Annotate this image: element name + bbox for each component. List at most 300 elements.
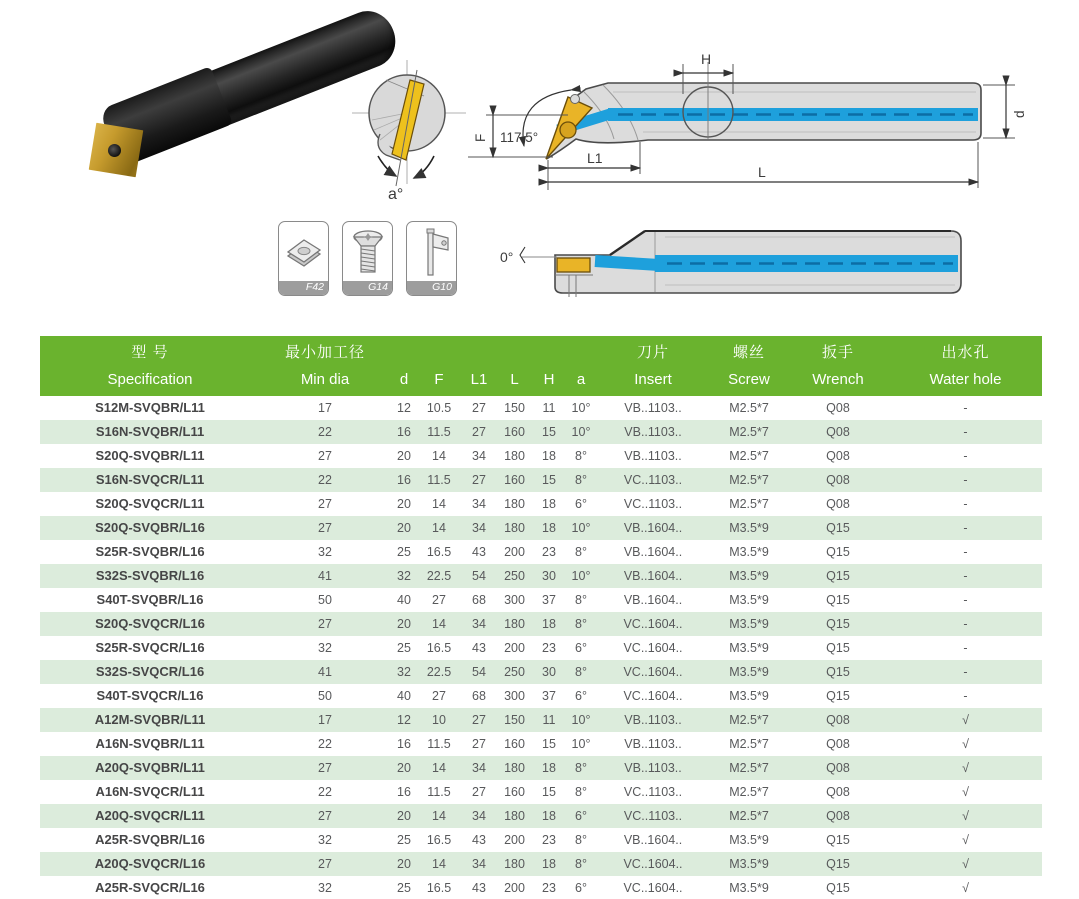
cell-specification: A20Q-SVQCR/L11 xyxy=(95,808,205,823)
wrench-card-label: G10 xyxy=(407,281,456,295)
cell-F: 16.5 xyxy=(426,641,452,655)
cell-F: 10.5 xyxy=(426,401,452,415)
cell-insert: VB..1103.. xyxy=(624,737,682,751)
col-water-hole: 出水孔 Water hole xyxy=(929,344,1002,388)
cell-screw: M2.5*7 xyxy=(729,737,769,751)
cell-L: 160 xyxy=(504,737,525,751)
cell-wrench: Q08 xyxy=(826,713,850,727)
cell-insert: VC..1604.. xyxy=(623,881,683,895)
cell-H: 15 xyxy=(542,737,556,751)
cell-d: 20 xyxy=(397,617,411,631)
F-dim-label: F xyxy=(473,133,488,142)
cell-min-dia: 27 xyxy=(318,497,332,511)
col-specification: 型 号 Specification xyxy=(107,344,193,388)
cell-screw: M3.5*9 xyxy=(729,665,769,679)
cell-min-dia: 32 xyxy=(318,833,332,847)
table-row xyxy=(40,588,1042,612)
cell-F: 14 xyxy=(432,761,446,775)
cell-F: 11.5 xyxy=(427,737,451,751)
cell-wrench: Q15 xyxy=(826,521,850,535)
cell-L1: 34 xyxy=(472,857,486,871)
cell-L: 160 xyxy=(504,473,525,487)
cell-insert: VB..1604.. xyxy=(623,833,683,847)
cell-L: 300 xyxy=(504,689,525,703)
cell-L: 200 xyxy=(504,881,525,895)
cell-insert: VB..1604.. xyxy=(623,569,683,583)
cell-a: 10° xyxy=(571,737,591,751)
table-row xyxy=(40,756,1042,780)
cell-insert: VC..1604.. xyxy=(623,665,683,679)
cell-F: 14 xyxy=(432,809,446,823)
cell-H: 30 xyxy=(542,569,556,583)
table-row xyxy=(40,684,1042,708)
table-row xyxy=(40,468,1042,492)
back-angle-label: 0° xyxy=(500,249,514,265)
cell-L1: 54 xyxy=(472,569,486,583)
cell-water-hole: √ xyxy=(962,833,969,847)
top-view-drawing xyxy=(495,205,1025,317)
cell-min-dia: 27 xyxy=(318,521,332,535)
cell-screw: M3.5*9 xyxy=(729,545,769,559)
cell-H: 18 xyxy=(542,449,556,463)
cell-min-dia: 50 xyxy=(318,593,332,607)
cell-d: 25 xyxy=(397,881,411,895)
cell-specification: S40T-SVQCR/L16 xyxy=(96,688,204,703)
cell-L: 200 xyxy=(504,545,525,559)
cell-wrench: Q08 xyxy=(826,497,850,511)
cell-L1: 34 xyxy=(472,761,486,775)
cell-min-dia: 27 xyxy=(318,761,332,775)
cell-H: 15 xyxy=(542,473,556,487)
cell-water-hole: - xyxy=(963,497,968,511)
cell-screw: M3.5*9 xyxy=(729,833,769,847)
cell-water-hole: - xyxy=(963,617,968,631)
table-row xyxy=(40,660,1042,684)
cell-a: 8° xyxy=(575,665,587,679)
d-dim-label: d xyxy=(1012,110,1027,118)
cell-L1: 34 xyxy=(472,809,486,823)
cell-F: 10 xyxy=(432,713,446,727)
cell-L: 180 xyxy=(504,857,525,871)
cell-H: 18 xyxy=(542,497,556,511)
cell-H: 30 xyxy=(542,665,556,679)
cell-insert: VB..1604.. xyxy=(623,593,683,607)
cell-a: 10° xyxy=(571,569,591,583)
cell-screw: M3.5*9 xyxy=(729,593,769,607)
table-row xyxy=(40,828,1042,852)
cell-H: 15 xyxy=(542,425,556,439)
cell-screw: M2.5*7 xyxy=(729,473,769,487)
cell-d: 12 xyxy=(397,401,411,415)
cell-L1: 43 xyxy=(472,545,486,559)
cell-min-dia: 32 xyxy=(318,641,332,655)
cell-specification: S12M-SVQBR/L11 xyxy=(95,400,205,415)
cell-wrench: Q08 xyxy=(826,473,850,487)
cell-screw: M2.5*7 xyxy=(729,425,769,439)
screw-icon xyxy=(343,222,392,281)
cell-d: 32 xyxy=(397,569,411,583)
cell-d: 20 xyxy=(397,497,411,511)
cell-F: 14 xyxy=(432,449,446,463)
cell-water-hole: - xyxy=(963,545,968,559)
cell-L: 200 xyxy=(504,833,525,847)
L-dim-label: L xyxy=(758,164,766,180)
cell-water-hole: √ xyxy=(962,737,969,751)
cell-specification: A16N-SVQCR/L11 xyxy=(95,784,205,799)
cell-L1: 43 xyxy=(472,833,486,847)
cell-water-hole: √ xyxy=(962,857,969,871)
screw-card xyxy=(342,221,393,296)
cell-min-dia: 27 xyxy=(318,617,332,631)
cell-F: 11.5 xyxy=(427,425,451,439)
cell-a: 8° xyxy=(575,761,587,775)
table-row xyxy=(40,540,1042,564)
cell-L1: 34 xyxy=(472,497,486,511)
cell-insert: VC..1604.. xyxy=(623,617,683,631)
table-row xyxy=(40,444,1042,468)
cell-H: 11 xyxy=(542,713,556,727)
cell-wrench: Q08 xyxy=(826,449,850,463)
cell-d: 40 xyxy=(397,689,411,703)
cell-d: 20 xyxy=(397,521,411,535)
cell-L: 160 xyxy=(504,785,525,799)
cell-L: 180 xyxy=(504,617,525,631)
table-row xyxy=(40,804,1042,828)
cell-d: 25 xyxy=(397,833,411,847)
cell-L: 200 xyxy=(504,641,525,655)
cell-L1: 27 xyxy=(472,713,486,727)
cell-insert: VC..1103.. xyxy=(623,785,683,799)
cell-L: 300 xyxy=(504,593,525,607)
cell-wrench: Q08 xyxy=(826,809,850,823)
cell-L: 180 xyxy=(504,809,525,823)
cell-water-hole: - xyxy=(963,425,968,439)
cell-F: 14 xyxy=(432,857,446,871)
insert-card-label: F42 xyxy=(279,281,328,295)
col-min-dia: 最小加工径 Min dia xyxy=(284,344,365,388)
cell-L1: 27 xyxy=(472,737,486,751)
cell-a: 8° xyxy=(575,473,587,487)
cell-screw: M3.5*9 xyxy=(729,857,769,871)
cell-H: 23 xyxy=(542,833,556,847)
cell-d: 16 xyxy=(397,737,411,751)
col-screw: 螺丝 Screw xyxy=(728,344,770,388)
cell-screw: M3.5*9 xyxy=(729,569,769,583)
cell-d: 20 xyxy=(397,761,411,775)
col-wrench: 扳手 Wrench xyxy=(812,344,864,388)
cell-d: 16 xyxy=(397,785,411,799)
cell-F: 11.5 xyxy=(427,473,451,487)
wrench-card xyxy=(406,221,457,296)
cell-insert: VB..1604.. xyxy=(623,521,683,535)
cell-d: 20 xyxy=(397,857,411,871)
side-view-drawing xyxy=(468,42,1028,200)
cell-H: 37 xyxy=(542,593,556,607)
cell-insert: VB..1103.. xyxy=(624,401,682,415)
cell-screw: M3.5*9 xyxy=(729,881,769,895)
cell-L: 180 xyxy=(504,761,525,775)
cell-screw: M2.5*7 xyxy=(729,449,769,463)
cell-screw: M2.5*7 xyxy=(729,401,769,415)
cell-screw: M2.5*7 xyxy=(729,761,769,775)
cell-specification: A20Q-SVQCR/L16 xyxy=(94,856,206,871)
wrench-icon xyxy=(407,222,456,281)
cell-L: 180 xyxy=(504,521,525,535)
cell-a: 10° xyxy=(571,713,591,727)
cell-wrench: Q08 xyxy=(826,761,850,775)
cell-H: 18 xyxy=(542,809,556,823)
cell-L1: 43 xyxy=(472,641,486,655)
cell-H: 18 xyxy=(542,857,556,871)
cell-wrench: Q08 xyxy=(826,785,850,799)
table-row xyxy=(40,876,1042,899)
cell-water-hole: √ xyxy=(962,785,969,799)
cross-section-diagram xyxy=(350,56,472,206)
cell-H: 23 xyxy=(542,881,556,895)
cell-screw: M2.5*7 xyxy=(729,809,769,823)
cell-F: 22.5 xyxy=(426,569,452,583)
cell-wrench: Q15 xyxy=(826,857,850,871)
table-row xyxy=(40,732,1042,756)
cell-insert: VC..1604.. xyxy=(623,857,683,871)
table-row xyxy=(40,780,1042,804)
cell-wrench: Q08 xyxy=(826,737,850,751)
cell-water-hole: √ xyxy=(962,761,969,775)
cell-specification: S16N-SVQBR/L11 xyxy=(95,424,205,439)
cell-a: 8° xyxy=(575,593,587,607)
cell-wrench: Q15 xyxy=(826,641,850,655)
cell-specification: S20Q-SVQBR/L11 xyxy=(95,448,205,463)
cell-wrench: Q15 xyxy=(826,617,850,631)
cell-insert: VB..1103.. xyxy=(624,425,682,439)
cell-a: 6° xyxy=(575,641,587,655)
spec-table xyxy=(40,336,1042,899)
insert-top xyxy=(557,258,590,272)
cell-a: 6° xyxy=(575,689,587,703)
cell-a: 8° xyxy=(575,617,587,631)
cell-specification: S25R-SVQCR/L16 xyxy=(95,640,205,655)
cell-L1: 43 xyxy=(472,881,486,895)
cell-a: 6° xyxy=(575,497,587,511)
insert-card xyxy=(278,221,329,296)
cell-L1: 27 xyxy=(472,425,486,439)
cell-a: 10° xyxy=(571,521,591,535)
col-d: d xyxy=(399,371,409,388)
cell-screw: M2.5*7 xyxy=(729,785,769,799)
cell-water-hole: - xyxy=(963,401,968,415)
cell-specification: S25R-SVQBR/L16 xyxy=(95,544,205,559)
table-row xyxy=(40,636,1042,660)
cell-water-hole: - xyxy=(963,449,968,463)
cell-specification: S40T-SVQBR/L16 xyxy=(96,592,204,607)
spec-table-body xyxy=(40,396,1042,899)
cell-water-hole: - xyxy=(963,521,968,535)
cell-H: 23 xyxy=(542,641,556,655)
cell-min-dia: 41 xyxy=(318,569,332,583)
cell-L: 180 xyxy=(504,497,525,511)
L1-dim-label: L1 xyxy=(587,150,603,166)
cell-F: 14 xyxy=(432,497,446,511)
cell-min-dia: 32 xyxy=(318,881,332,895)
cell-min-dia: 27 xyxy=(318,809,332,823)
insert-icon xyxy=(279,222,328,281)
cell-d: 25 xyxy=(397,545,411,559)
cell-screw: M3.5*9 xyxy=(729,617,769,631)
cell-d: 16 xyxy=(397,473,411,487)
cell-min-dia: 27 xyxy=(318,449,332,463)
cell-F: 27 xyxy=(432,593,446,607)
cell-d: 20 xyxy=(397,809,411,823)
cell-wrench: Q08 xyxy=(826,401,850,415)
screw-card-label: G14 xyxy=(343,281,392,295)
cell-screw: M2.5*7 xyxy=(729,713,769,727)
cell-L1: 27 xyxy=(472,401,486,415)
cell-water-hole: - xyxy=(963,689,968,703)
cell-min-dia: 17 xyxy=(318,401,332,415)
cell-H: 18 xyxy=(542,761,556,775)
cell-specification: S32S-SVQCR/L16 xyxy=(95,664,205,679)
cell-H: 18 xyxy=(542,521,556,535)
cell-screw: M3.5*9 xyxy=(729,521,769,535)
cell-d: 40 xyxy=(397,593,411,607)
cell-specification: A12M-SVQBR/L11 xyxy=(94,712,206,727)
cell-wrench: Q15 xyxy=(826,881,850,895)
cell-insert: VB..1103.. xyxy=(624,761,682,775)
cell-F: 14 xyxy=(432,521,446,535)
cell-F: 16.5 xyxy=(426,545,452,559)
table-row xyxy=(40,396,1042,420)
tip-angle-label: 117.5° xyxy=(500,130,539,145)
cell-insert: VC..1103.. xyxy=(623,473,683,487)
cell-min-dia: 41 xyxy=(318,665,332,679)
cell-min-dia: 22 xyxy=(318,737,332,751)
cell-specification: S20Q-SVQCR/L16 xyxy=(95,616,205,631)
cell-screw: M3.5*9 xyxy=(729,641,769,655)
cell-wrench: Q15 xyxy=(826,833,850,847)
cell-F: 27 xyxy=(432,689,446,703)
col-a: a xyxy=(576,371,586,388)
cell-insert: VC..1604.. xyxy=(623,689,683,703)
cell-a: 8° xyxy=(575,545,587,559)
col-L: L xyxy=(510,371,519,388)
cell-F: 16.5 xyxy=(426,881,452,895)
boring-bar-photo xyxy=(40,0,380,200)
cell-a: 6° xyxy=(575,881,587,895)
cell-screw: M2.5*7 xyxy=(729,497,769,511)
cell-L1: 68 xyxy=(472,593,486,607)
cell-screw: M3.5*9 xyxy=(729,689,769,703)
cell-wrench: Q15 xyxy=(826,569,850,583)
cell-L1: 54 xyxy=(472,665,486,679)
cell-wrench: Q15 xyxy=(826,689,850,703)
cell-d: 12 xyxy=(397,713,411,727)
cell-d: 25 xyxy=(397,641,411,655)
cell-H: 37 xyxy=(542,689,556,703)
cell-H: 23 xyxy=(542,545,556,559)
cell-min-dia: 22 xyxy=(318,425,332,439)
cell-insert: VB..1604.. xyxy=(623,545,683,559)
cell-d: 32 xyxy=(397,665,411,679)
cell-a: 10° xyxy=(571,425,591,439)
cell-specification: A16N-SVQBR/L11 xyxy=(95,736,205,751)
cell-wrench: Q08 xyxy=(826,425,850,439)
cell-H: 18 xyxy=(542,617,556,631)
cell-L: 250 xyxy=(504,569,525,583)
cell-L1: 27 xyxy=(472,473,486,487)
table-row xyxy=(40,612,1042,636)
table-row xyxy=(40,708,1042,732)
cell-F: 16.5 xyxy=(426,833,452,847)
cell-water-hole: √ xyxy=(962,881,969,895)
cell-L1: 68 xyxy=(472,689,486,703)
cell-a: 8° xyxy=(575,857,587,871)
cell-wrench: Q15 xyxy=(826,593,850,607)
cell-water-hole: - xyxy=(963,641,968,655)
cell-F: 14 xyxy=(432,617,446,631)
cell-min-dia: 22 xyxy=(318,473,332,487)
accessory-cards xyxy=(278,221,457,296)
cell-H: 11 xyxy=(542,401,556,415)
cell-a: 10° xyxy=(571,401,591,415)
cell-specification: S16N-SVQCR/L11 xyxy=(95,472,205,487)
cell-L1: 34 xyxy=(472,449,486,463)
cell-L: 150 xyxy=(504,401,525,415)
cell-min-dia: 17 xyxy=(318,713,332,727)
insert-screw xyxy=(108,144,121,157)
a-angle-label: a° xyxy=(388,186,404,203)
cell-specification: A25R-SVQBR/L16 xyxy=(95,832,205,847)
cell-insert: VC..1103.. xyxy=(623,497,683,511)
cell-water-hole: - xyxy=(963,569,968,583)
cell-water-hole: - xyxy=(963,665,968,679)
cell-min-dia: 27 xyxy=(318,857,332,871)
cell-a: 8° xyxy=(575,833,587,847)
cell-a: 6° xyxy=(575,809,587,823)
col-H: H xyxy=(543,371,555,388)
col-L1: L1 xyxy=(470,371,488,388)
cell-specification: A20Q-SVQBR/L11 xyxy=(95,760,205,775)
cell-F: 22.5 xyxy=(426,665,452,679)
cell-L: 150 xyxy=(504,713,525,727)
cell-min-dia: 50 xyxy=(318,689,332,703)
cell-a: 8° xyxy=(575,449,587,463)
cell-insert: VB..1103.. xyxy=(624,449,682,463)
cell-L: 250 xyxy=(504,665,525,679)
cell-L1: 34 xyxy=(472,521,486,535)
table-row xyxy=(40,564,1042,588)
cell-a: 8° xyxy=(575,785,587,799)
cell-water-hole: √ xyxy=(962,713,969,727)
cell-insert: VB..1103.. xyxy=(624,713,682,727)
cell-water-hole: - xyxy=(963,473,968,487)
cell-d: 20 xyxy=(397,449,411,463)
col-insert: 刀片 Insert xyxy=(634,344,672,388)
cell-insert: VC..1103.. xyxy=(623,809,683,823)
cell-F: 11.5 xyxy=(427,785,451,799)
cell-L1: 27 xyxy=(472,785,486,799)
table-row xyxy=(40,516,1042,540)
table-row xyxy=(40,420,1042,444)
H-dim-label: H xyxy=(701,51,712,67)
cell-water-hole: √ xyxy=(962,809,969,823)
cell-L1: 34 xyxy=(472,617,486,631)
cell-water-hole: - xyxy=(963,593,968,607)
table-row xyxy=(40,492,1042,516)
cell-wrench: Q15 xyxy=(826,545,850,559)
col-F: F xyxy=(434,371,444,388)
cell-specification: S20Q-SVQBR/L16 xyxy=(95,520,205,535)
cell-min-dia: 22 xyxy=(318,785,332,799)
